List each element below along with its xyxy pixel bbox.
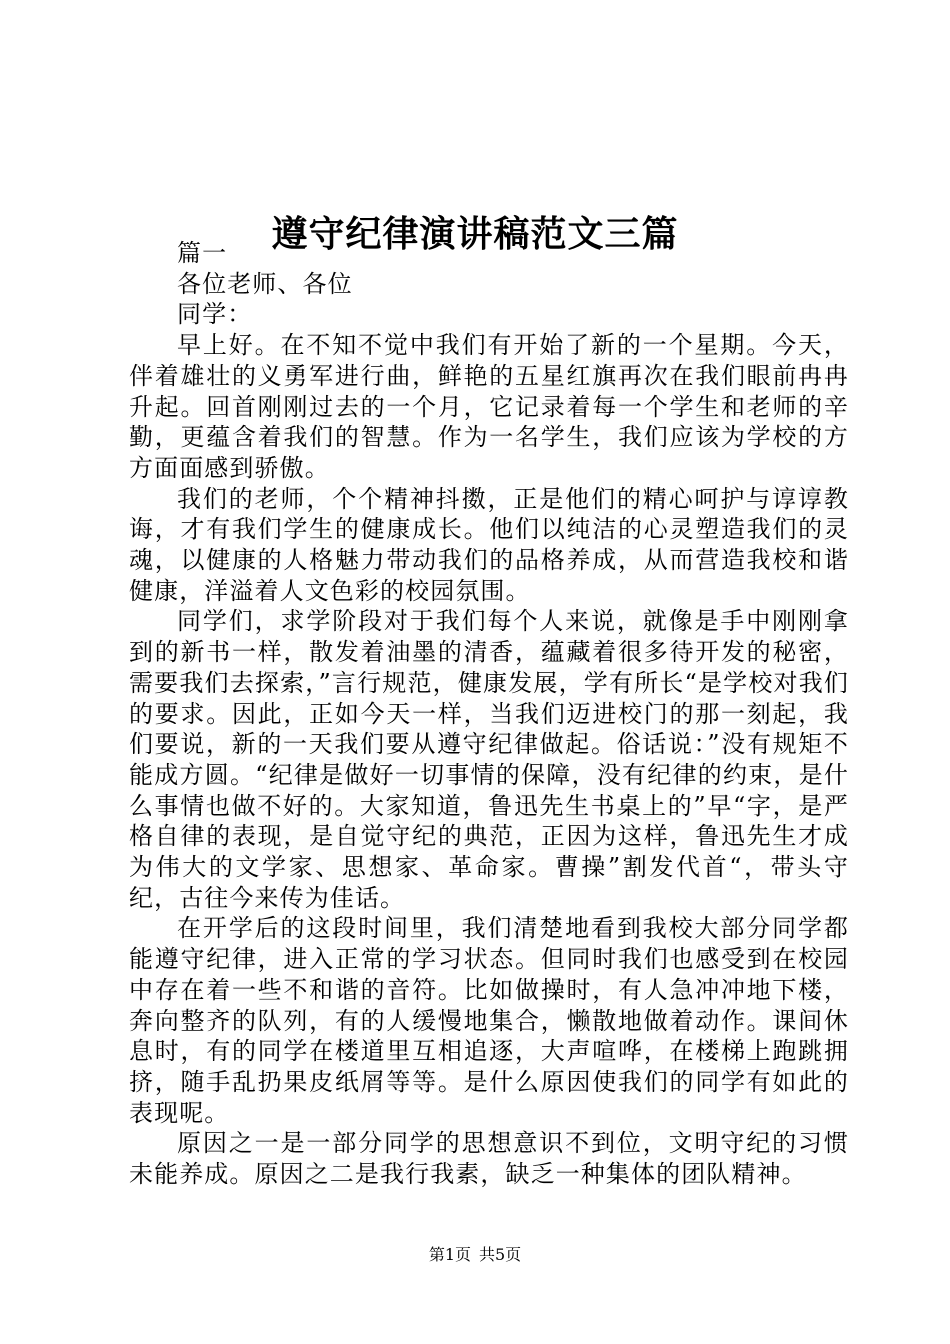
salutation-line-2: 同学： (177, 300, 253, 329)
page-footer (0, 1244, 950, 1266)
document-title: 遵守纪律演讲稿范文三篇 (271, 213, 679, 256)
body-paragraph: 早上好。在不知不觉中我们有开始了新的一个星期。今天，伴着雄壮的义勇军进行曲，鲜艳的五星红旗再次在我们眼前冉冉升起。回首刚刚过去的一个月，它记录着每一个学生和老师的辛勤，更蕴含着我们的智慧。作为一名学生，我们应该为学校的方方面面感到骄傲。 (129, 331, 849, 482)
document-body (129, 238, 849, 1190)
body-paragraph: 原因之一是一部分同学的思想意识不到位，文明守纪的习惯未能养成。原因之二是我行我素，缺乏一种集体的团队精神。 (129, 1129, 849, 1189)
page-total: 共5页 (479, 1245, 522, 1264)
salutation-line-1: 各位老师、各位 (177, 269, 353, 298)
body-paragraph: 同学们，求学阶段对于我们每个人来说，就像是手中刚刚拿到的新书一样，散发着油墨的清香，蕴藏着很多待开发的秘密，需要我们去探索，”言行规范，健康发展，学有所长“是学校对我们的要求。因此，正如今天一样，当我们迈进校门的那一刻起，我们要说，新的一天我们要从遵守纪律做起。俗话说：”没有规矩不能成方圆。“纪律是做好一切事情的保障，没有纪律的约束，是什么事情也做不好的。大家知道，鲁迅先生书桌上的”早“字，是严格自律的表现，是自觉守纪的典范，正因为这样，鲁迅先生才成为伟大的文学家、思想家、革命家。曹操”割发代首“，带头守纪，古往今来传为佳话。 (129, 607, 849, 912)
section-heading: 篇一 (177, 239, 228, 267)
page-number: 第1页 (428, 1245, 471, 1264)
body-paragraph: 我们的老师，个个精神抖擞，正是他们的精心呵护与谆谆教诲，才有我们学生的健康成长。他们以纯洁的心灵塑造我们的灵魂，以健康的人格魅力带动我们的品格养成，从而营造我校和谐健康，洋溢着人文色彩的校园氛围。 (129, 484, 849, 605)
body-paragraph: 在开学后的这段时间里，我们清楚地看到我校大部分同学都能遵守纪律，进入正常的学习状态。但同时我们也感受到在校园中存在着一些不和谐的音符。比如做操时，有人急冲冲地下楼，奔向整齐的队列，有的人缓慢地集合，懒散地做着动作。课间休息时，有的同学在楼道里互相追逐，大声喧哗，在楼梯上跑跳拥挤，随手乱扔果皮纸屑等等。是什么原因使我们的同学有如此的表现呢。 (129, 914, 849, 1127)
